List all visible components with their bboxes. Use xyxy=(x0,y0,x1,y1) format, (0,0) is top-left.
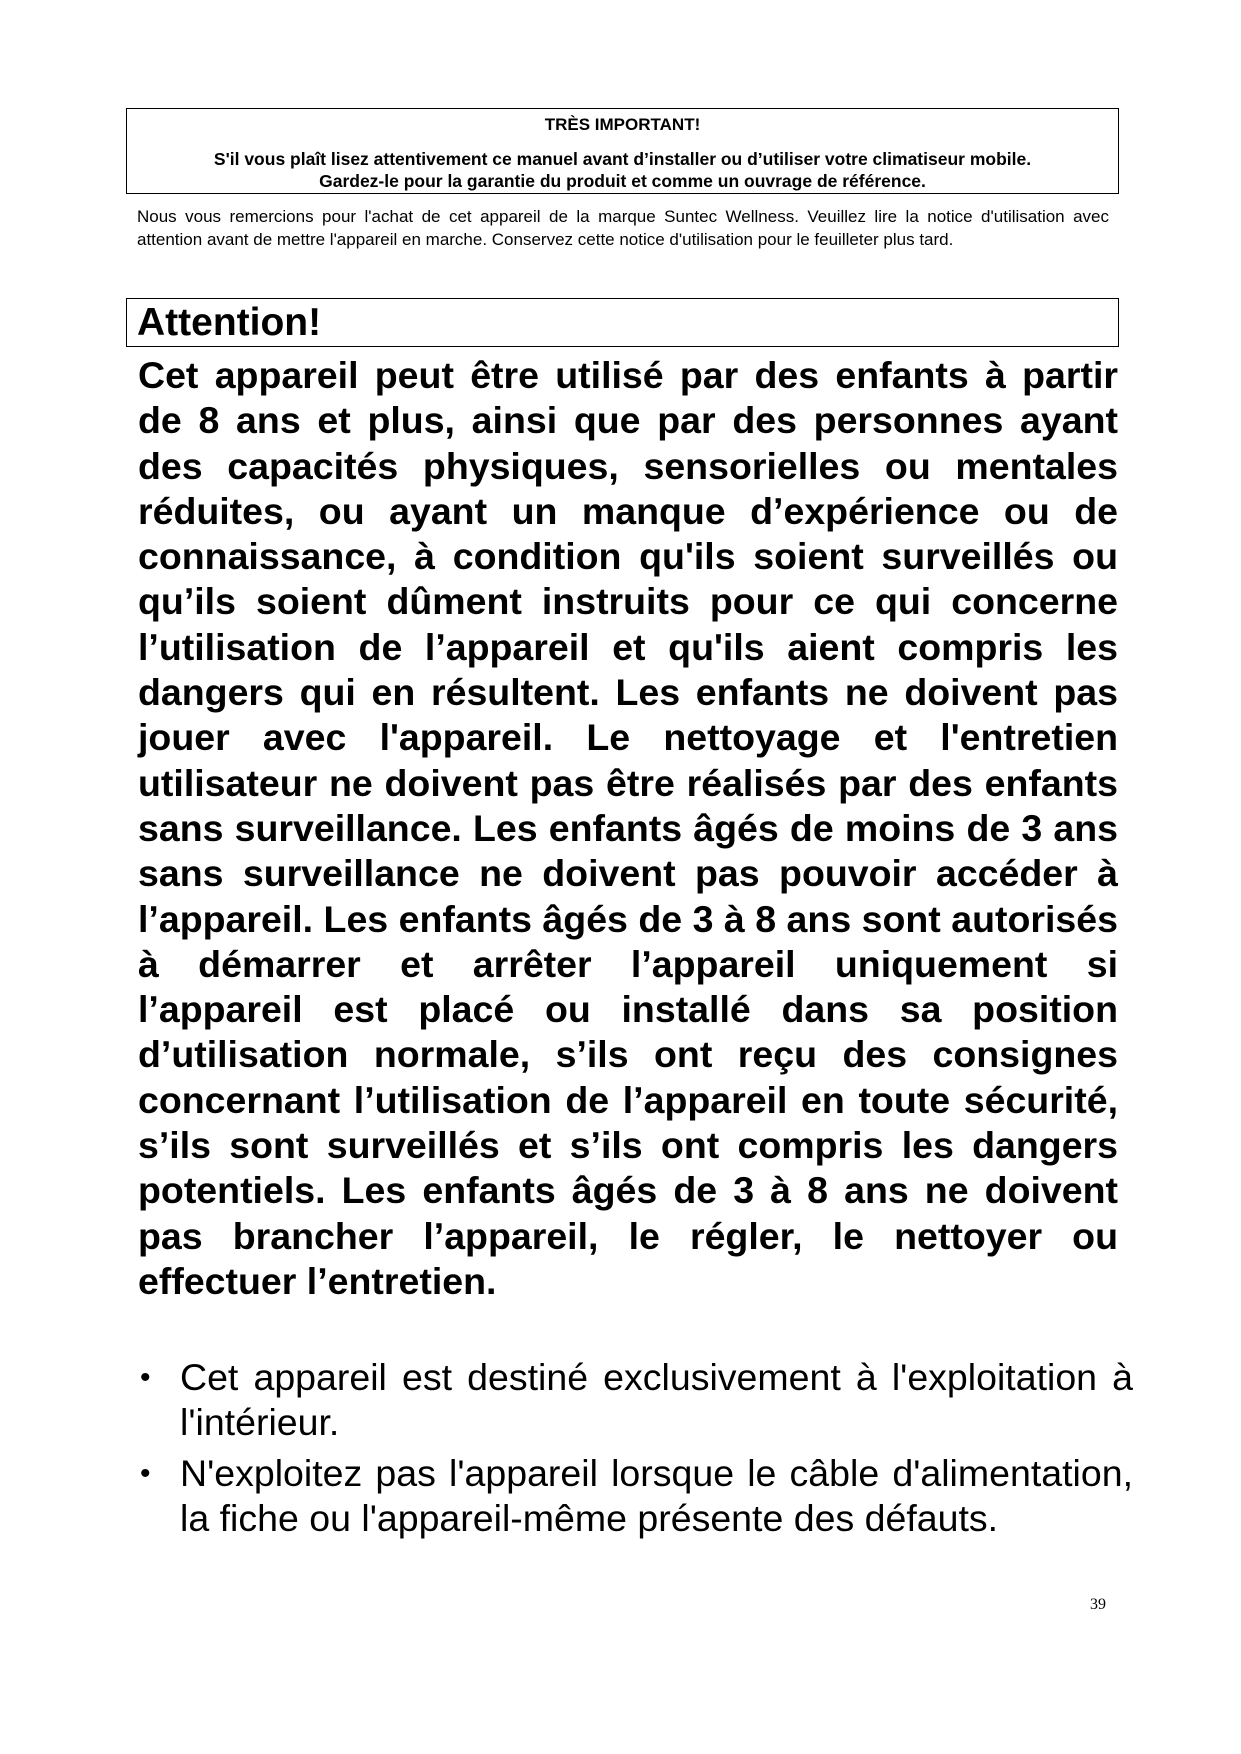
important-notice-line-1: S'il vous plaît lisez attentivement ce manuel avant d’installer ou d’utiliser votre climatiseur mobile. xyxy=(213,149,1032,169)
safety-bullet-list xyxy=(138,1355,1133,1546)
bullet-dot-icon: • xyxy=(140,1361,151,1394)
attention-heading: Attention! xyxy=(137,301,322,344)
important-notice-title: TRÈS IMPORTANT! xyxy=(544,115,701,134)
bullet-item-defects xyxy=(138,1451,1133,1542)
bullet-dot-icon: • xyxy=(140,1456,151,1490)
important-notice-line-2: Gardez-le pour la garantie du produit et comme un ouvrage de référence. xyxy=(319,171,926,191)
bullet-text: N'exploitez pas l'appareil lorsque le câble d'alimentation, la fiche ou l'appareil-même présente des défauts. xyxy=(180,1451,1133,1539)
important-notice-box xyxy=(126,108,1119,194)
bullet-text: Cet appareil est destiné exclusivement à l'exploitation à l'intérieur. xyxy=(180,1356,1133,1444)
page-number: 39 xyxy=(1090,1596,1106,1613)
bullet-item-indoor-use xyxy=(138,1355,1133,1446)
attention-heading-box xyxy=(126,298,1119,347)
child-safety-warning: Cet appareil peut être utilisé par des enfants à partir de 8 ans et plus, ainsi que par des personnes ayant des capacités physiques, sensorielles ou mentales réduites, ou ayant un manque d’expérience ou de connaissance, à condition qu'ils soient surveillés ou qu’ils soient dûment instruits pour ce qui concerne l’utilisation de l’appareil et qu'ils aient compris les dangers qui en résultent. Les enfants ne doivent pas jouer avec l'appareil. Le nettoyage et l'entretien utilisateur ne doivent pas être réalisés par des enfants sans surveillance. Les enfants âgés de moins de 3 ans sans surveillance ne doivent pas pouvoir accéder à l’appareil. Les enfants âgés de 3 à 8 ans sont autorisés à démarrer et arrêter l’appareil uniquement si l’appareil est placé ou installé dans sa position d’utilisation normale, s’ils ont reçu des consignes concernant l’utilisation de l’appareil en toute sécurité, s’ils sont surveillés et s’ils ont compris les dangers potentiels. Les enfants âgés de 3 à 8 ans ne doivent pas brancher l’appareil, le régler, le nettoyer ou effectuer l’entretien. xyxy=(138,354,1118,1302)
intro-paragraph: Nous vous remercions pour l'achat de cet appareil de la marque Suntec Wellness. Veuillez lire la notice d'utilisation avec attention avant de mettre l'appareil en marche. Conservez cette notice d'utilisation pour le feuilleter plus tard. xyxy=(137,207,1109,249)
